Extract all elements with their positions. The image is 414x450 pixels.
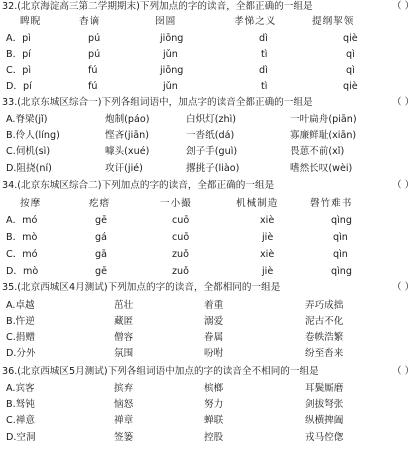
option-cell: gē: [95, 266, 107, 277]
option-cell: A.卓越: [6, 300, 35, 311]
option-cell: D．pí: [6, 81, 32, 92]
option-cell: C.伺机(sì): [6, 146, 51, 157]
option-row: [0, 231, 404, 244]
word-header-row: [0, 197, 404, 210]
question-title: 36.(北京西城区5月测试)下列各组词语中加点的字的读音全不相同的一组是: [2, 366, 319, 377]
option-cell: 白炽灯(zhì): [186, 114, 237, 125]
header-word: 磬竹难书: [310, 198, 353, 209]
option-cell: 禅章: [114, 415, 134, 426]
option-cell: C.捐赠: [6, 332, 35, 343]
option-cell: dì: [259, 65, 268, 76]
option-cell: xiè: [260, 215, 275, 226]
question-title: 33.(北京东城区综合一)下列各组词语中，加点字的读音全都正确的一组是: [2, 97, 313, 108]
option-cell: zuǒ: [172, 249, 189, 260]
option-cell: 蝉联: [204, 415, 224, 426]
option-cell: 着重: [204, 300, 224, 311]
answer-paren: （ ）: [392, 180, 414, 191]
option-cell: fú: [88, 65, 98, 76]
option-cell: 攻讦(jié): [105, 163, 143, 174]
header-word: 按摩: [20, 198, 42, 209]
option-cell: 噱头(xué): [105, 146, 150, 157]
option-cell: 炮制(páo): [105, 114, 150, 125]
option-cell: B.驽钝: [6, 399, 35, 410]
option-cell: qiè: [343, 33, 358, 44]
option-row: [0, 64, 404, 77]
option-cell: 摈弃: [114, 383, 134, 394]
header-word: 睥睨: [20, 16, 42, 27]
option-cell: C．mó: [6, 249, 38, 260]
option-row: [0, 129, 404, 142]
option-cell: gē: [95, 215, 107, 226]
option-cell: jiè: [262, 232, 274, 243]
option-cell: B．mò: [6, 232, 38, 243]
header-word: 囹圄: [155, 16, 177, 27]
option-cell: 耳鬓厮磨: [305, 383, 344, 394]
option-row: [0, 299, 404, 312]
option-cell: 剑拔弩张: [305, 399, 344, 410]
option-cell: 纷至沓来: [305, 348, 344, 359]
option-cell: B.伶人(líng): [6, 130, 60, 141]
option-cell: qìng: [331, 266, 352, 277]
option-row: [0, 431, 404, 444]
option-cell: xiè: [260, 249, 275, 260]
option-cell: qiè: [343, 81, 358, 92]
option-cell: cuō: [172, 232, 190, 243]
option-cell: 纵横捭阖: [305, 415, 344, 426]
option-row: [0, 145, 404, 158]
option-row: [0, 398, 404, 411]
option-cell: 刽子手(guì): [186, 146, 238, 157]
option-cell: qìng: [331, 215, 352, 226]
word-header-row: [0, 15, 404, 28]
header-word: 疙瘩: [89, 198, 111, 209]
option-row: [0, 214, 404, 227]
option-cell: A.脊梁(jǐ): [6, 114, 48, 125]
option-cell: jǔn: [163, 49, 178, 60]
option-cell: jiōng: [160, 65, 184, 76]
option-row: [0, 162, 404, 175]
option-row: [0, 248, 404, 261]
option-cell: C．pì: [6, 65, 32, 76]
option-cell: D.阻挠(ní): [6, 163, 52, 174]
option-cell: qì: [346, 65, 355, 76]
option-cell: jiōng: [160, 33, 184, 44]
option-cell: 一叶扁舟(piān): [290, 114, 357, 125]
option-cell: gā: [95, 249, 107, 260]
option-row: [0, 331, 404, 344]
option-cell: fú: [88, 81, 98, 92]
option-cell: zuǒ: [172, 266, 189, 277]
option-cell: 控股: [204, 432, 224, 443]
option-row: [0, 347, 404, 360]
question-title: 35.(北京西城区4月测试)下列加点的字的读音，全都相同的一组是: [2, 282, 281, 293]
option-cell: 卷帙浩繁: [305, 332, 344, 343]
answer-paren: （ ）: [392, 97, 414, 108]
option-cell: 弄巧成拙: [305, 300, 344, 311]
question-title: 34.(北京东城区综合二)下列加点的字的读音，全都正确的一组是: [2, 180, 275, 191]
option-cell: qìn: [333, 249, 348, 260]
option-cell: 恼怒: [114, 399, 134, 410]
option-row: [0, 414, 404, 427]
option-cell: 嗜然长叹(wèi): [290, 163, 353, 174]
option-cell: pú: [88, 33, 101, 44]
header-word: 孝悌之义: [234, 16, 277, 27]
option-cell: tì: [261, 81, 268, 92]
option-row: [0, 80, 404, 93]
option-cell: 吩咐: [204, 348, 224, 359]
option-row: [0, 32, 404, 45]
option-cell: 溺爱: [204, 316, 224, 327]
option-row: [0, 382, 404, 395]
option-cell: B．pí: [6, 49, 31, 60]
option-cell: 眷属: [204, 332, 224, 343]
option-cell: tì: [261, 49, 268, 60]
answer-paren: （ ）: [392, 282, 414, 293]
option-cell: dì: [259, 33, 268, 44]
option-cell: cuō: [172, 215, 190, 226]
option-cell: qì: [346, 49, 355, 60]
answer-paren: （ ）: [392, 366, 414, 377]
option-cell: A.宾客: [6, 383, 35, 394]
option-cell: 寡廉鲜耻(xiān): [290, 130, 357, 141]
header-word: 提纲挈领: [312, 16, 355, 27]
option-cell: 签篓: [114, 432, 134, 443]
option-cell: A．mó: [6, 215, 38, 226]
option-cell: 茁壮: [114, 300, 134, 311]
option-cell: 泥古不化: [305, 316, 344, 327]
header-word: 杳谪: [79, 16, 101, 27]
question-title: 32.(北京海淀高三第二学期期末)下列加点的字的读音，全都正确的一组是: [2, 1, 313, 12]
header-word: 一小撮: [160, 198, 192, 209]
option-cell: 努力: [204, 399, 224, 410]
option-cell: A．pì: [6, 33, 31, 44]
option-cell: gá: [95, 232, 107, 243]
option-cell: D.分外: [6, 348, 36, 359]
option-row: [0, 315, 404, 328]
option-cell: 氛围: [114, 348, 134, 359]
option-cell: D．mò: [6, 266, 39, 277]
option-row: [0, 265, 404, 278]
option-cell: jǔn: [163, 81, 178, 92]
option-cell: 藏匿: [114, 316, 134, 327]
option-row: [0, 113, 404, 126]
option-cell: C.禅意: [6, 415, 35, 426]
option-cell: D.空洞: [6, 432, 36, 443]
option-cell: 悭吝(jiān): [105, 130, 149, 141]
option-cell: 撂挑子(liào): [186, 163, 240, 174]
option-cell: 一沓纸(dá): [186, 130, 235, 141]
option-cell: jiè: [262, 266, 274, 277]
answer-paren: （ ）: [392, 1, 414, 12]
option-cell: 畏葸不前(xǐ): [290, 146, 345, 157]
header-word: 机械制造: [236, 198, 279, 209]
option-cell: 戎马倥偬: [305, 432, 344, 443]
option-cell: 僧容: [114, 332, 134, 343]
option-row: [0, 48, 404, 61]
option-cell: pú: [88, 49, 101, 60]
option-cell: qìn: [333, 232, 348, 243]
option-cell: 槟榔: [204, 383, 224, 394]
option-cell: B.忤逆: [6, 316, 35, 327]
